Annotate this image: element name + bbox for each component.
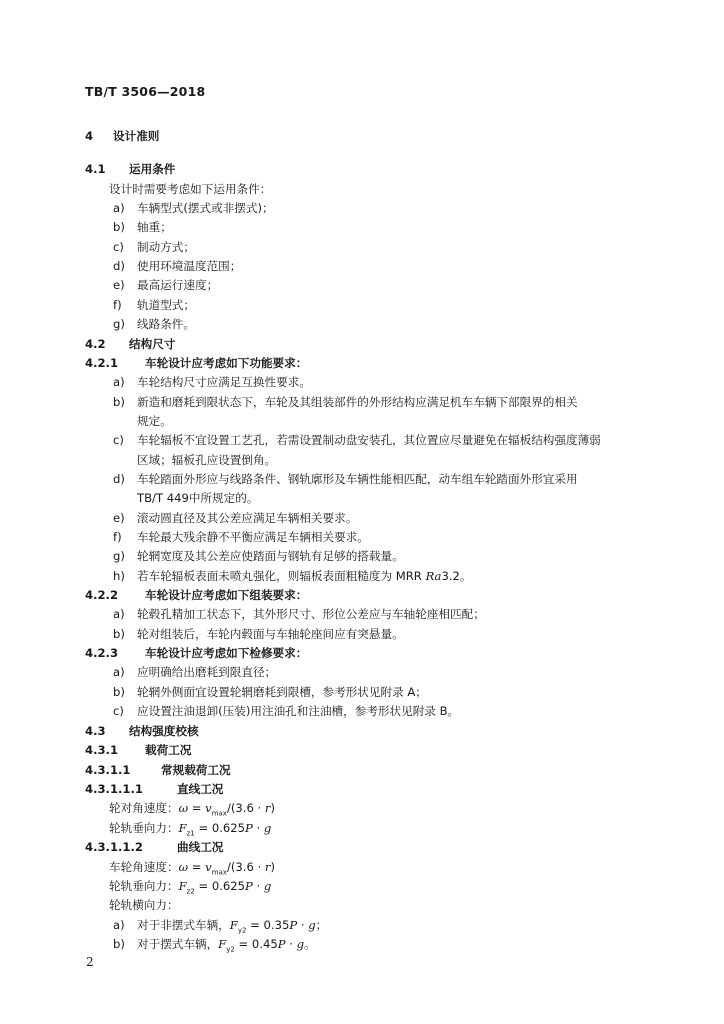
list-marker: a)	[113, 607, 125, 621]
section-heading	[85, 781, 223, 797]
section-number: 4.3.1.1.1	[85, 782, 143, 796]
section-title: 运用条件	[129, 162, 176, 176]
list-marker: b)	[113, 220, 125, 234]
list-item	[113, 219, 172, 235]
section-heading	[85, 161, 175, 177]
document-id: TB/T 3506—2018	[85, 84, 206, 99]
section-heading	[85, 128, 159, 144]
section-heading	[85, 839, 223, 855]
list-item-text: 对于摆式车辆，$F_{y2} = 0.45P \cdot g$。	[137, 937, 316, 954]
list-item	[113, 568, 472, 584]
section-number: 4.2	[85, 337, 106, 351]
page-number: 2	[86, 955, 94, 969]
list-item	[113, 277, 218, 293]
list-marker: c)	[113, 240, 124, 254]
section-title: 车轮设计应考虑如下功能要求：	[145, 356, 308, 370]
list-item	[113, 394, 578, 410]
list-item	[113, 703, 459, 719]
section-title: 结构强度校核	[129, 724, 199, 738]
list-marker: d)	[113, 472, 125, 486]
section-heading	[85, 587, 307, 603]
list-item-text: 应明确给出磨耗到限直径；	[137, 665, 277, 679]
list-item-text: 轴重；	[137, 220, 172, 234]
paragraph: 轮轨垂向力：$F_{z2} = 0.625P \cdot g$	[109, 879, 272, 896]
paragraph: 车轮角速度：$\omega = v_{max}/(3.6 \cdot r)$	[109, 860, 275, 877]
paragraph: 轮轨垂向力：$F_{z1} = 0.625P \cdot g$	[109, 821, 272, 838]
section-heading	[85, 645, 307, 661]
list-item	[113, 936, 316, 957]
list-item	[113, 684, 427, 700]
list-item-text: 制动方式；	[137, 240, 195, 254]
list-marker: a)	[113, 201, 125, 215]
section-number: 4	[85, 129, 94, 143]
list-item-text: 线路条件。	[137, 317, 195, 331]
list-item	[113, 297, 195, 313]
list-item-text: 轨道型式；	[137, 298, 195, 312]
list-marker: e)	[113, 511, 125, 525]
section-title: 曲线工况	[177, 840, 224, 854]
list-marker: g)	[113, 317, 125, 331]
section-title: 设计准则	[113, 129, 160, 143]
list-item	[113, 510, 357, 526]
section-heading	[85, 336, 175, 352]
section-number: 4.3.1.1.2	[85, 840, 143, 854]
list-marker: d)	[113, 259, 125, 273]
list-item-text: 滚动圆直径及其公差应满足车辆相关要求。	[137, 511, 358, 525]
section-title: 载荷工况	[145, 743, 192, 757]
list-item-text: 车轮踏面外形应与线路条件、钢轨廓形及车辆性能相匹配，动车组车轮踏面外形宜采用	[137, 472, 578, 486]
list-marker: b)	[113, 685, 125, 699]
section-number: 4.1	[85, 162, 106, 176]
list-item-text: 新造和磨耗到限状态下，车轮及其组装部件的外形结构应满足机车车辆下部限界的相关	[137, 395, 578, 409]
list-item-continuation: TB/T 449中所规定的。	[137, 491, 259, 505]
list-item-continuation: 区域；辐板孔应设置倒角。	[137, 453, 277, 467]
list-marker: g)	[113, 549, 125, 563]
list-item	[113, 471, 578, 487]
list-item	[113, 374, 311, 390]
list-marker: e)	[113, 278, 125, 292]
list-item-text: 轮对组装后，车轮内毂面与车轴轮座间应有突悬量。	[137, 627, 404, 641]
list-marker: f)	[113, 530, 122, 544]
list-marker: h)	[113, 569, 125, 583]
list-item-text: 车辆型式(摆式或非摆式)；	[137, 201, 274, 215]
list-item	[113, 432, 601, 448]
list-marker: c)	[113, 704, 124, 718]
list-item-continuation: 规定。	[137, 414, 172, 428]
section-heading	[85, 355, 307, 371]
section-heading	[85, 742, 191, 758]
section-number: 4.3	[85, 724, 106, 738]
list-marker: a)	[113, 918, 125, 932]
section-number: 4.3.1.1	[85, 763, 131, 777]
list-marker: f)	[113, 298, 122, 312]
section-number: 4.2.2	[85, 588, 119, 602]
list-marker: b)	[113, 395, 125, 409]
list-item	[113, 626, 404, 642]
list-item-text: 轮辋宽度及其公差应使踏面与钢轨有足够的搭载量。	[137, 549, 404, 563]
section-number: 4.2.3	[85, 646, 119, 660]
list-item-text: 轮毂孔精加工状态下，其外形尺寸、形位公差应与车轴轮座相匹配；	[137, 607, 485, 621]
list-item-text: 车轮最大残余静不平衡应满足车辆相关要求。	[137, 530, 369, 544]
paragraph: 轮对角速度：$\omega = v_{max}/(3.6 \cdot r)$	[109, 801, 275, 818]
list-item	[113, 529, 369, 545]
section-title: 车轮设计应考虑如下检修要求：	[145, 646, 308, 660]
list-marker: b)	[113, 937, 125, 951]
section-title: 车轮设计应考虑如下组装要求：	[145, 588, 308, 602]
list-item-text: 最高运行速度；	[137, 278, 219, 292]
list-item-text: 车轮结构尺寸应满足互换性要求。	[137, 375, 311, 389]
paragraph: 设计时需要考虑如下运用条件：	[109, 182, 272, 196]
list-item	[113, 606, 485, 622]
paragraph: 轮轨横向力：	[109, 898, 179, 912]
section-title: 直线工况	[177, 782, 224, 796]
list-item-text: 使用环境温度范围；	[137, 259, 242, 273]
list-item-text: 若车轮辐板表面未喷丸强化，则辐板表面粗糙度为 MRR Ra3.2。	[137, 569, 472, 583]
list-item	[113, 200, 274, 216]
list-item-text: 轮辋外侧面宜设置轮辋磨耗到限槽，参考形状见附录 A；	[137, 685, 427, 699]
list-item-text: 应设置注油退卸(压装)用注油孔和注油槽，参考形状见附录 B。	[137, 704, 460, 718]
list-item	[113, 239, 195, 255]
list-item	[113, 664, 276, 680]
list-marker: a)	[113, 665, 125, 679]
list-marker: a)	[113, 375, 125, 389]
list-marker: b)	[113, 627, 125, 641]
list-marker: c)	[113, 433, 124, 447]
list-item-text: 车轮辐板不宜设置工艺孔，若需设置制动盘安装孔，其位置应尽量避免在辐板结构强度薄弱	[137, 433, 601, 447]
list-item	[113, 258, 241, 274]
list-item	[113, 316, 195, 332]
section-number: 4.2.1	[85, 356, 119, 370]
section-title: 常规载荷工况	[161, 763, 231, 777]
section-title: 结构尺寸	[129, 337, 176, 351]
section-number: 4.3.1	[85, 743, 119, 757]
list-item	[113, 548, 404, 564]
section-heading	[85, 762, 231, 778]
section-heading	[85, 723, 199, 739]
list-item-text: 对于非摆式车辆，$F_{y2} = 0.35P \cdot g$；	[137, 918, 328, 935]
